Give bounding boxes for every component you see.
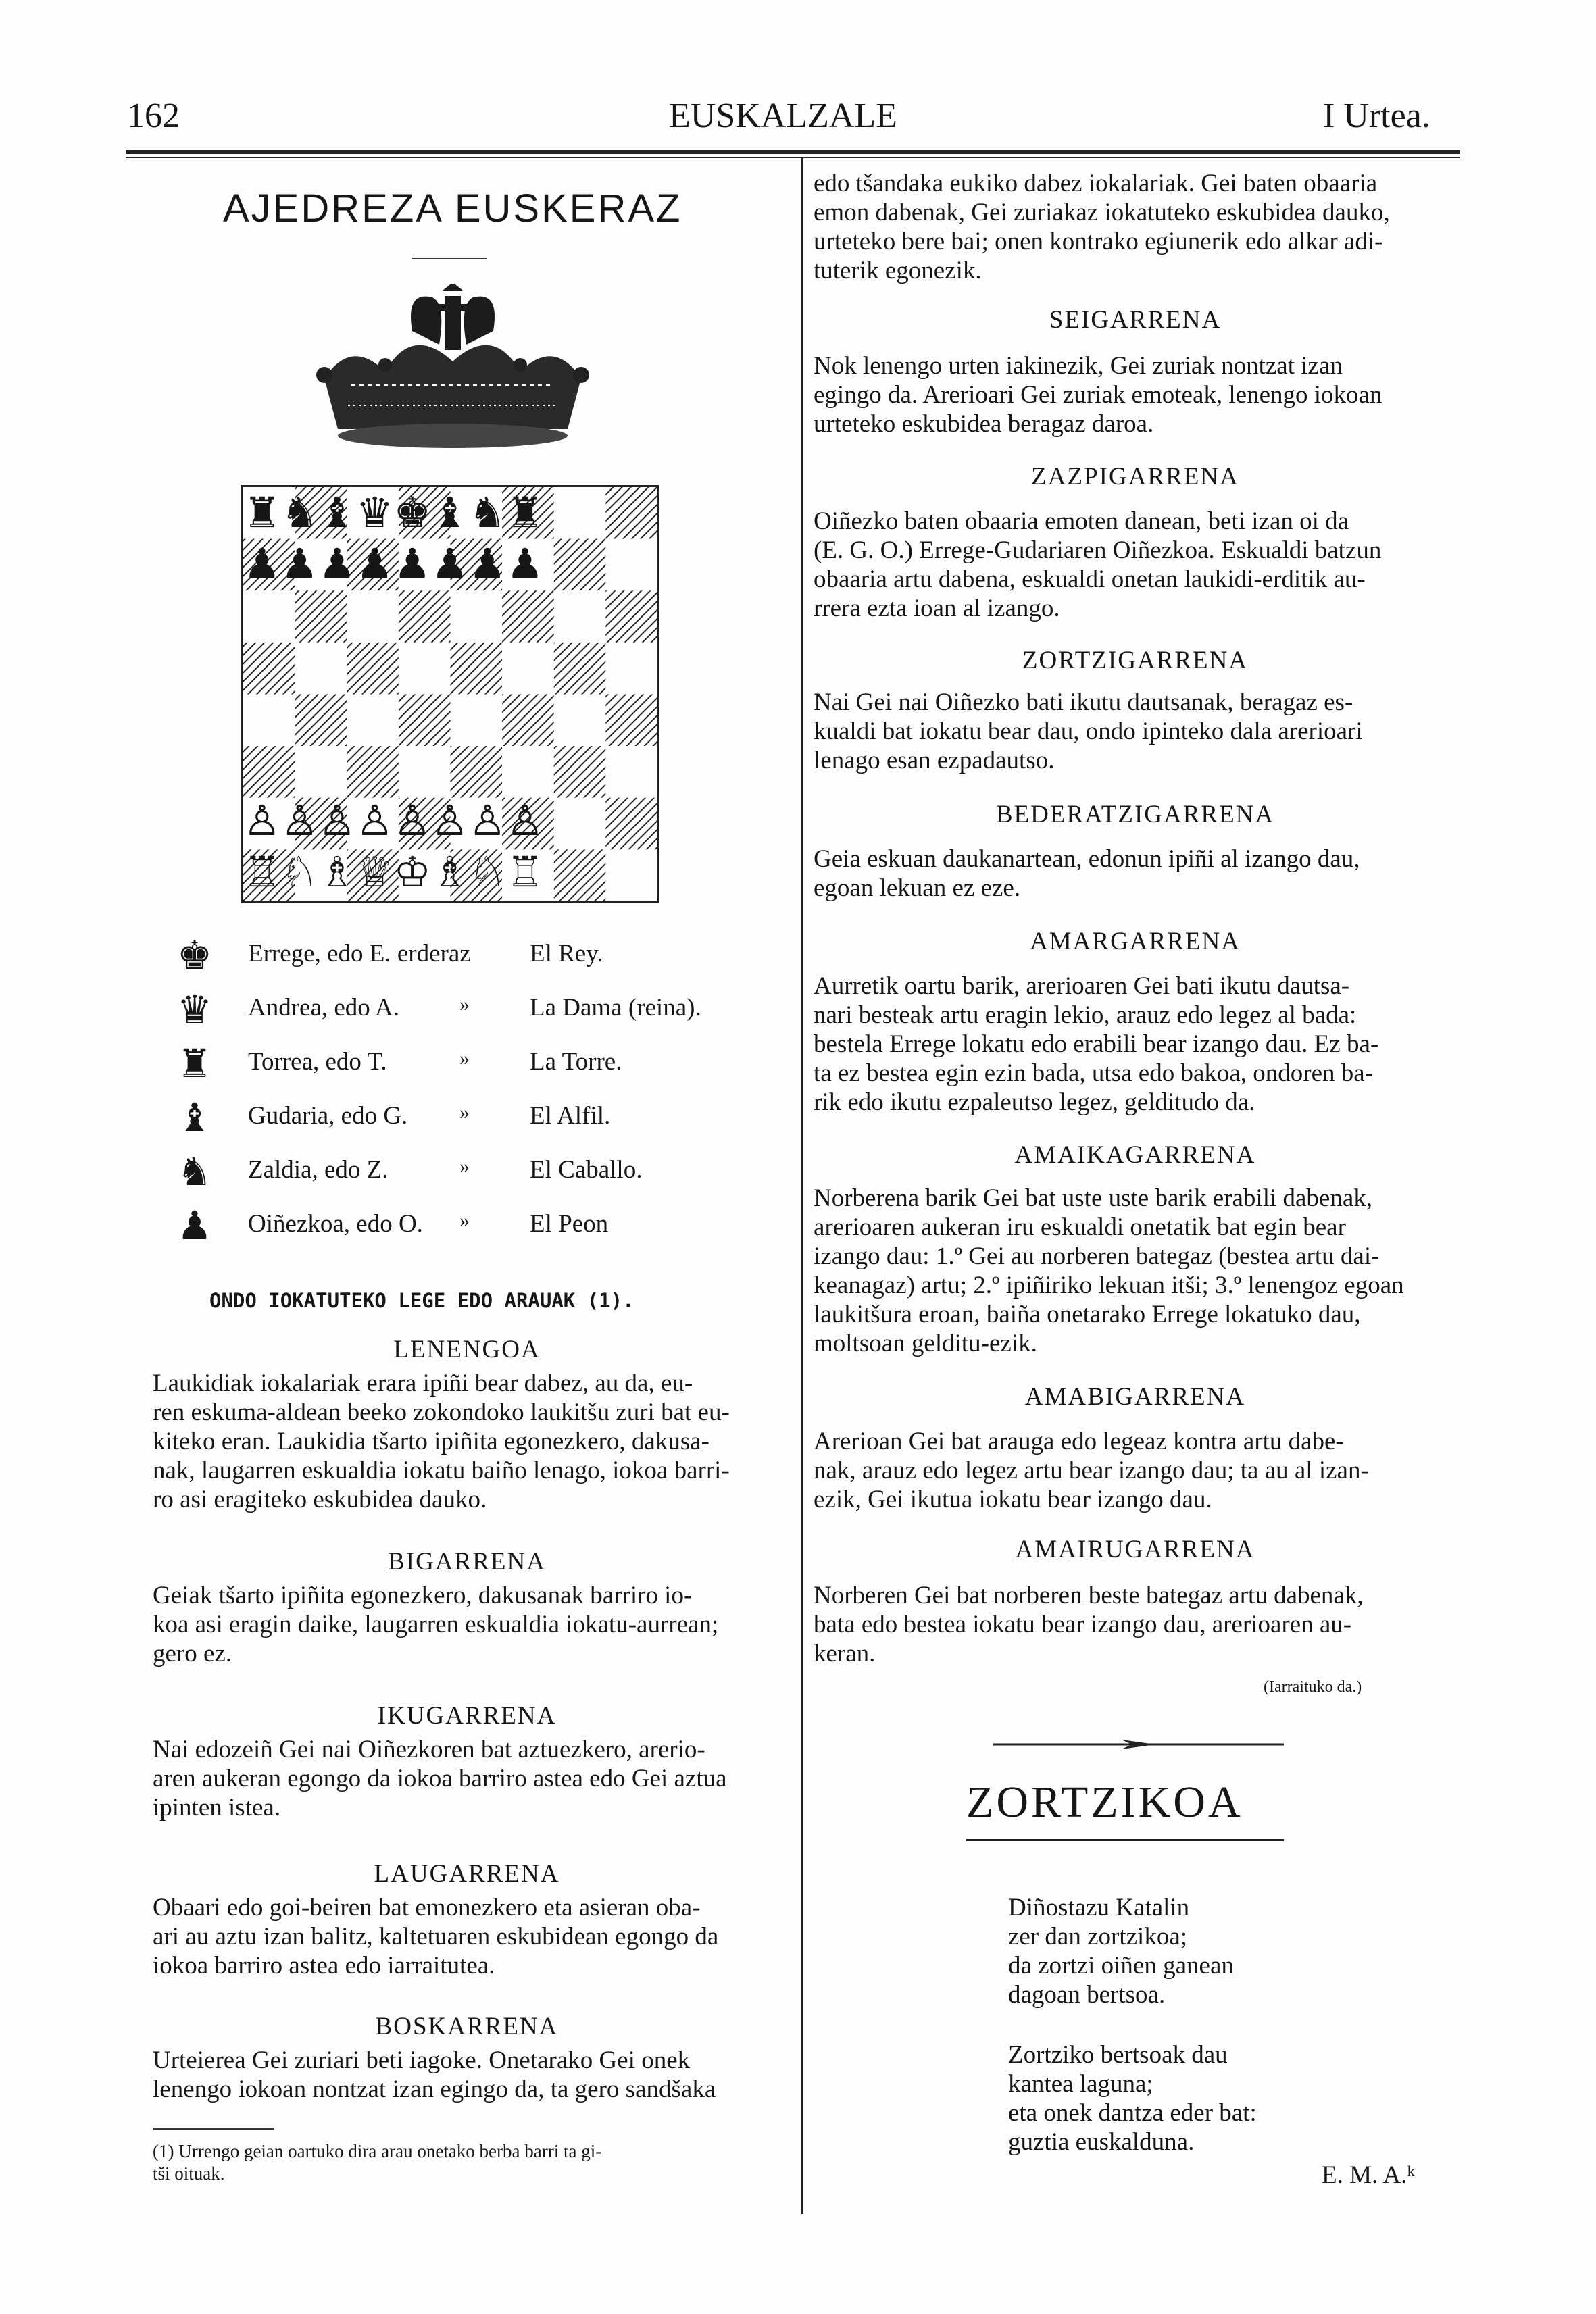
section-body-bigarrena: Geiak tšarto ipiñita egonezkero, dakusanak barriro io- koa asi eragin daike, laugarren eskualdia iokatu-aurrean; gero ez. — [153, 1582, 719, 1667]
section-body-lenengoa: Laukidiak iokalariak erara ipiñi bear dabez, au da, eu- ren eskuma-aldean beeko zokondoko laukitšu zuri bat eu- kiteko eran. Laukidia tšarto ipiñita egonezkero, dakusa- nak, laugarren eskualdia iokatu baiño lenago, iokoa barri- ro asi eragiteko eskubidea dauko. — [153, 1369, 730, 1513]
ornament-divider — [993, 1736, 1284, 1753]
section-body-laugarrena: Obaari edo goi-beiren bat emonezkero eta asieran oba- ari au aztu izan balitz, kaltetuaren eskubidean egongo da iokoa barriro astea edo iarraitutea. — [153, 1894, 719, 1980]
legend-row-knight: ♞ Zaldia, edo Z. » El Caballo. — [177, 1150, 643, 1194]
section-title-seigarrena: SEIGARRENA — [1049, 306, 1222, 334]
signature: E. M. A.ᵏ — [1322, 2161, 1416, 2189]
poem-stanza-1: Diñostazu Katalin zer dan zortzikoa; da zortzi oiñen ganean dagoan bertsoa. — [1008, 1894, 1234, 2009]
journal-title: EUSKALZALE — [669, 97, 897, 135]
volume-label: I Urtea. — [1323, 97, 1430, 135]
king-icon: ♚ — [177, 934, 212, 978]
legend-row-rook: ♜ Torrea, edo T. » La Torre. — [177, 1042, 622, 1086]
poem-stanza-2: Zortziko bertsoak dau kantea laguna; eta onek dantza eder bat: guztia euskalduna. — [1008, 2041, 1257, 2156]
knight-icon: ♞ — [177, 1150, 212, 1194]
header-rule-thin — [126, 157, 1460, 158]
section-title-bederatzigarrena: BEDERATZIGARRENA — [995, 801, 1275, 828]
section-title-zortzigarrena: ZORTZIGARRENA — [1022, 647, 1249, 674]
legend-row-king: ♚ Errege, edo E. erderaz El Rey. — [177, 934, 603, 978]
section-title-amaikagarrena: AMAIKAGARRENA — [1014, 1141, 1256, 1169]
continuation-note: (Iarraituko da.) — [1264, 1678, 1362, 1696]
white-back-rank: ♖♘♗♕♔♗♘♖ — [243, 850, 544, 896]
poem-title-underline — [966, 1839, 1284, 1841]
header-rule — [126, 150, 1460, 154]
crown-illustration — [311, 284, 595, 453]
legend-row-pawn: ♟ Oiñezkoa, edo O. » El Peon — [177, 1204, 609, 1248]
section-body-amargarrena: Aurretik oartu barik, arerioaren Gei bati ikutu dautsa- nari besteak artu eragin lekio, arauz edo legez al bada: bestela Errege lokatu edo erabili bear izango dau. Ez ba- ta ez bestea egin ezin bada, utsa edo bakoa, ondoren ba- rik edo ikutu ezpaleutso legez, gelditudo da. — [814, 972, 1379, 1116]
section-title-zazpigarrena: ZAZPIGARRENA — [1031, 463, 1239, 491]
section-title-amabigarrena: AMABIGARRENA — [1024, 1383, 1246, 1411]
section-body-zazpigarrena: Oiñezko baten obaaria emoten danean, beti izan oi da (E. G. O.) Errege-Gudariaren Oiñezkoa. Eskualdi batzun obaaria artu dabena, eskualdi onetan laukidi-erditik au- rrera ezta ioan al izango. — [814, 507, 1382, 622]
section-body-amairugarrena: Norberen Gei bat norberen beste bategaz artu dabenak, bata edo bestea iokatu bear izango dau, arerioaren au- keran. — [814, 1582, 1364, 1667]
legend-row-bishop: ♝ Gudaria, edo G. » El Alfil. — [177, 1096, 611, 1140]
white-pawn-rank: ♙♙♙♙♙♙♙♙ — [243, 799, 544, 845]
column-divider — [801, 157, 803, 2214]
section-body-amabigarrena: Arerioan Gei bat arauga edo legeaz kontra artu dabe- nak, arauz edo legez artu bear izango dau; ta au al izan- ezik, Gei ikutua iokatu bear izango dau. — [814, 1428, 1369, 1513]
bishop-icon: ♝ — [177, 1096, 212, 1140]
queen-icon: ♛ — [177, 988, 212, 1032]
section-body-ikugarrena: Nai edozeiñ Gei nai Oiñezkoren bat aztuezkero, arerio- aren aukeran egongo da iokoa barriro astea edo Gei aztua ipinten istea. — [153, 1736, 727, 1821]
rook-icon: ♜ — [177, 1042, 212, 1086]
page-number: 162 — [127, 97, 180, 135]
section-title-laugarrena: LAUGARRENA — [374, 1860, 560, 1888]
section-title-amairugarrena: AMAIRUGARRENA — [1015, 1536, 1255, 1563]
footnote: (1) Urrengo geian oartuko dira arau onetako berba barri ta gi- tši oituak. — [153, 2141, 602, 2184]
title-rule — [412, 258, 487, 259]
footnote-rule — [153, 2128, 274, 2130]
black-pawn-rank: ♟♟♟♟♟♟♟♟ — [243, 542, 544, 588]
section-body-bederatzigarrena: Geia eskuan daukanartean, edonun ipiñi al izango dau, egoan lekuan ez eze. — [814, 845, 1360, 902]
board-pieces — [243, 488, 655, 899]
section-title-amargarrena: AMARGARRENA — [1030, 928, 1241, 955]
section-body-amaikagarrena: Norberena barik Gei bat uste uste barik erabili dabenak, arerioaren aukeran iru eskualdi onetatik bat egin bear izango dau: 1.º Gei au norberen bategaz (bestea artu dai- keanagaz) artu; 2.º ipiñiriko lekuan itši; 3.º lenengoz egoan laukitšura eroan, baiña onetarako Errege lokatuko dau, moltsoan gelditu-ezik. — [814, 1184, 1404, 1357]
section-body-zortzigarrena: Nai Gei nai Oiñezko bati ikutu dautsanak, beragaz es- kualdi bat iokatu bear dau, ondo ipinteko dala arerioari lenago esan ezpadautso. — [814, 688, 1363, 774]
article-title: AJEDREZA EUSKERAZ — [223, 186, 682, 230]
pawn-icon: ♟ — [177, 1204, 212, 1248]
rules-heading: ONDO IOKATUTEKO LEGE EDO ARAUAK (1). — [209, 1289, 634, 1312]
section-title-boskarrena: BOSKARRENA — [375, 2013, 559, 2040]
section-body-boskarrena: Urteierea Gei zuriari beti iagoke. Onetarako Gei onek lenengo iokoan nontzat izan egingo da, ta gero sandšaka — [153, 2046, 716, 2103]
section-title-bigarrena: BIGARRENA — [388, 1548, 546, 1576]
black-back-rank: ♜♞♝♛♚♝♞♜ — [243, 491, 544, 536]
section-body-continued: edo tšandaka eukiko dabez iokalariak. Gei baten obaaria emon dabenak, Gei zuriakaz iokatuteko eskubidea dauko, urteteko bere bai; onen kontrako egiunerik edo alkar adi- tuterik egonezik. — [814, 170, 1390, 284]
section-title-ikugarrena: IKUGARRENA — [377, 1702, 557, 1730]
legend-row-queen: ♛ Andrea, edo A. » La Dama (reina). — [177, 988, 701, 1032]
section-body-seigarrena: Nok lenengo urten iakinezik, Gei zuriak nontzat izan egingo da. Arerioari Gei zuriak emoteak, lenengo iokoan urteteko eskubidea beragaz daroa. — [814, 352, 1382, 438]
poem-title: ZORTZIKOA — [966, 1778, 1243, 1827]
section-title-lenengoa: LENENGOA — [393, 1336, 541, 1363]
